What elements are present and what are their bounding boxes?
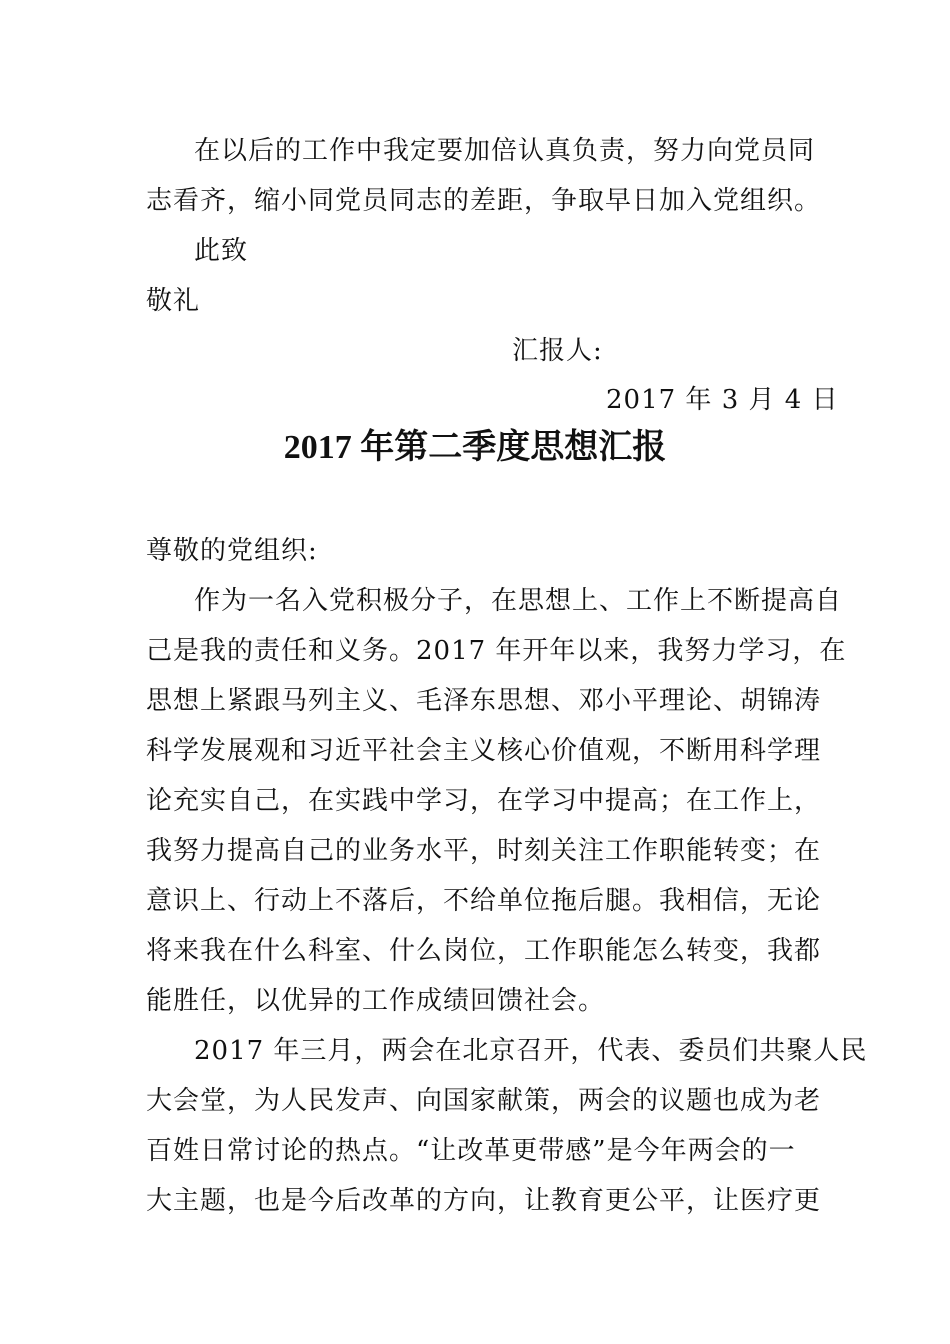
paragraph-1-line-7: 意识上、行动上不落后，不给单位拖后腿。我相信，无论 [146, 886, 822, 916]
paragraph-1-line-3: 思想上紧跟马列主义、毛泽东思想、邓小平理论、胡锦涛 [146, 686, 822, 716]
letter-paragraph-line-1: 在以后的工作中我定要加倍认真负责，努力向党员同 [194, 136, 816, 166]
paragraph-2-line-2: 大会堂，为人民发声、向国家献策，两会的议题也成为老 [146, 1086, 822, 1116]
paragraph-1-line-6: 我努力提高自己的业务水平，时刻关注工作职能转变；在 [146, 836, 822, 866]
paragraph-1-line-8: 将来我在什么科室、什么岗位，工作职能怎么转变，我都 [146, 936, 822, 966]
paragraph-1-line-4: 科学发展观和习近平社会主义核心价值观，不断用科学理 [146, 736, 822, 766]
letter-date: 2017 年 3 月 4 日 [606, 385, 839, 415]
paragraph-1-line-5: 论充实自己，在实践中学习，在学习中提高；在工作上， [146, 786, 822, 816]
paragraph-2-line-1: 2017 年三月，两会在北京召开，代表、委员们共聚人民 [194, 1036, 868, 1066]
reporter-label: 汇报人: [512, 336, 603, 366]
paragraph-1-line-1: 作为一名入党积极分子，在思想上、工作上不断提高自 [194, 586, 843, 616]
paragraph-1-line-9: 能胜任，以优异的工作成绩回馈社会。 [146, 986, 606, 1016]
paragraph-1-line-2: 己是我的责任和义务。2017 年开年以来，我努力学习，在 [146, 636, 847, 666]
closing-greeting: 此致 [194, 236, 249, 266]
paragraph-2-line-3: 百姓日常讨论的热点。“让改革更带感”是今年两会的一 [146, 1136, 796, 1166]
report-title: 2017 年第二季度思想汇报 [283, 429, 667, 466]
salutation: 尊敬的党组织: [146, 536, 318, 566]
letter-paragraph-line-2: 志看齐，缩小同党员同志的差距，争取早日加入党组织。 [146, 186, 822, 216]
paragraph-2-line-4: 大主题，也是今后改革的方向，让教育更公平，让医疗更 [146, 1186, 822, 1216]
closing-salute: 敬礼 [146, 286, 201, 316]
